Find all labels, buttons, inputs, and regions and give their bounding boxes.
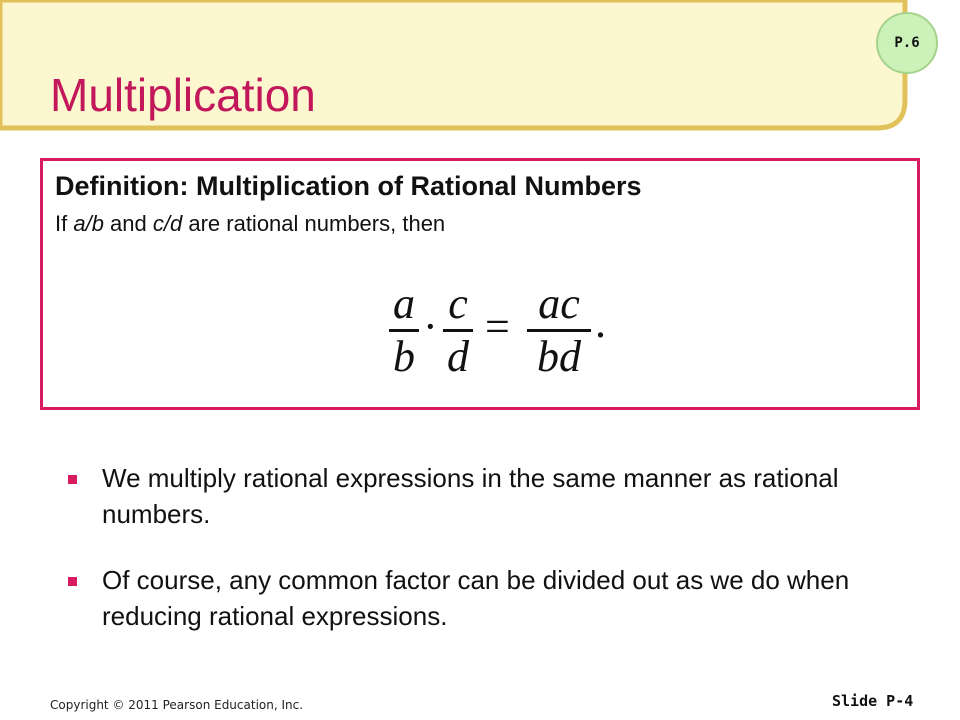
bullet-text: We multiply rational expressions in the same manner as rational numbers. (102, 463, 839, 529)
definition-heading: Definition: Multiplication of Rational Numbers (55, 171, 642, 201)
variable-c-over-d: c/d (152, 211, 183, 236)
equals-sign: = (485, 302, 510, 351)
intro-mid: and (103, 211, 153, 236)
numerator-ac: ac (538, 279, 580, 328)
formula-period: . (595, 298, 606, 347)
section-badge: P.6 (876, 12, 938, 74)
bullet-square-icon (68, 577, 77, 586)
list-item (68, 562, 918, 634)
intro-suffix: are rational numbers, then (182, 211, 446, 236)
list-item (68, 460, 918, 532)
page-title: Multiplication (50, 69, 316, 121)
fraction-a-b (389, 281, 419, 380)
variable-a-over-b: a/b (73, 211, 104, 236)
denominator-d: d (447, 332, 469, 381)
multiply-dot: · (423, 302, 438, 351)
definition-box (40, 158, 920, 410)
numerator-a: a (393, 279, 415, 328)
fraction-ac-bd (527, 281, 591, 380)
definition-intro (55, 211, 445, 237)
title-banner (0, 0, 960, 140)
denominator-bd: bd (537, 332, 581, 381)
fraction-c-d (443, 281, 473, 380)
slide-number: Slide P-4 (832, 692, 914, 710)
numerator-c: c (448, 279, 468, 328)
bullet-text: Of course, any common factor can be divided out as we do when reducing rational expressions. (102, 565, 850, 631)
copyright-text: Copyright © 2011 Pearson Education, Inc. (50, 698, 304, 712)
bullet-list (68, 460, 918, 664)
bullet-square-icon (68, 475, 77, 484)
denominator-b: b (393, 332, 415, 381)
intro-prefix: If (55, 211, 74, 236)
